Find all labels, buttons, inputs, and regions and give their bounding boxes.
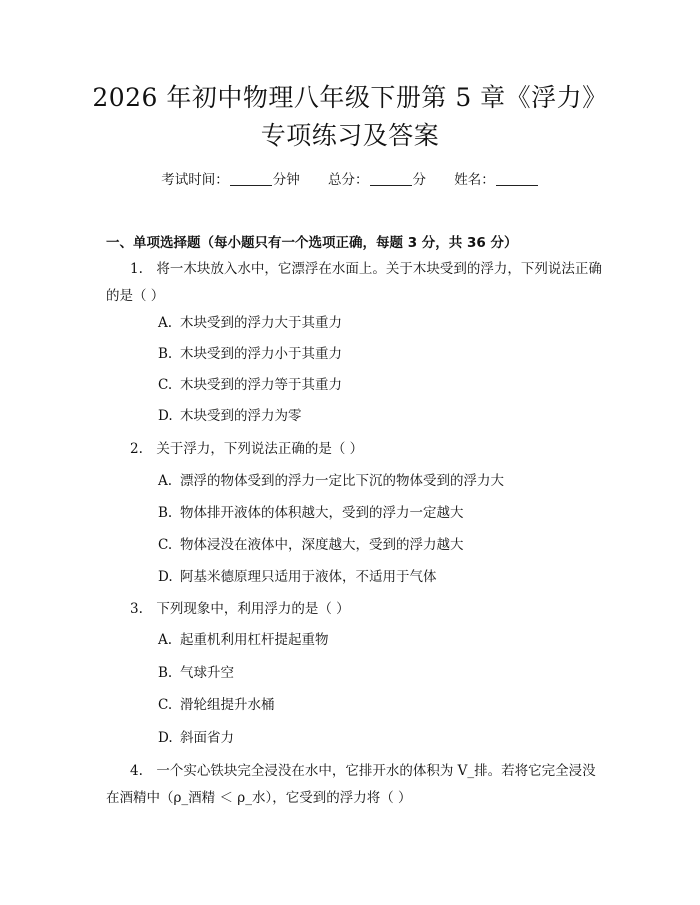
option-label: B. [158, 346, 173, 362]
question-1: 1. 将一木块放入水中，它漂浮在水面上。关于木块受到的浮力，下列说法正确的是（ ） [106, 261, 602, 304]
exam-name-label: 姓名： [454, 172, 495, 188]
option-text: 阿基米德原理只适用于液体，不适用于气体 [180, 569, 437, 585]
option-text: 木块受到的浮力为零 [180, 408, 302, 424]
option-label: C. [158, 377, 173, 393]
option-text: 起重机利用杠杆提起重物 [180, 632, 329, 648]
exam-score-label: 总分： [328, 172, 369, 188]
question-1-option-a [158, 313, 342, 333]
exam-time-blank [230, 171, 272, 186]
option-label: D. [158, 408, 173, 424]
option-label: D. [158, 730, 173, 746]
question-3: 3. 下列现象中，利用浮力的是（ ） [130, 601, 350, 617]
option-text: 木块受到的浮力等于其重力 [180, 377, 342, 393]
question-2-option-a [158, 471, 504, 491]
question-3-option-a [158, 630, 329, 650]
option-label: C. [158, 537, 173, 553]
option-text: 物体浸没在液体中，深度越大，受到的浮力越大 [180, 537, 464, 553]
question-1-option-c [158, 375, 342, 395]
question-1-option-b [158, 344, 342, 364]
option-text: 气球升空 [180, 665, 234, 681]
option-label: B. [158, 665, 173, 681]
document-title-line1: 2026 年初中物理八年级下册第 5 章《浮力》 [92, 83, 608, 112]
question-2: 2. 关于浮力，下列说法正确的是（ ） [130, 441, 364, 457]
option-text: 滑轮组提升水桶 [180, 697, 275, 713]
exam-score-blank [370, 171, 412, 186]
option-text: 物体排开液体的体积越大，受到的浮力一定越大 [180, 505, 464, 521]
question-3-option-b [158, 663, 234, 683]
question-2-option-c [158, 535, 464, 555]
question-3-option-d [158, 728, 234, 748]
exam-time-unit: 分钟 [272, 172, 300, 188]
exam-score-unit: 分 [412, 172, 426, 188]
question-3-option-c [158, 695, 275, 715]
exam-name [454, 168, 539, 188]
exam-score [328, 168, 426, 188]
option-label: B. [158, 505, 173, 521]
option-text: 漂浮的物体受到的浮力一定比下沉的物体受到的浮力大 [180, 473, 504, 489]
option-text: 斜面省力 [180, 730, 234, 746]
question-1-option-d [158, 406, 302, 426]
option-label: A. [158, 473, 173, 489]
question-4: 4. 一个实心铁块完全浸没在水中，它排开水的体积为 V_排。若将它完全浸没在酒精中（ρ_酒精 ＜ ρ_水），它受到的浮力将（ ） [106, 763, 596, 806]
option-text: 木块受到的浮力小于其重力 [180, 346, 342, 362]
option-text: 木块受到的浮力大于其重力 [180, 315, 342, 331]
exam-meta [0, 168, 700, 188]
exam-time-label: 考试时间： [161, 172, 229, 188]
question-2-option-d [158, 567, 437, 587]
option-label: C. [158, 697, 173, 713]
option-label: A. [158, 315, 173, 331]
option-label: A. [158, 632, 173, 648]
section-heading: 一、单项选择题（每小题只有一个选项正确，每题 3 分，共 36 分） [106, 235, 518, 251]
option-label: D. [158, 569, 173, 585]
exam-name-blank [496, 171, 538, 186]
exam-time [161, 168, 300, 188]
document-title-line2: 专项练习及答案 [260, 121, 440, 150]
question-2-option-b [158, 503, 464, 523]
